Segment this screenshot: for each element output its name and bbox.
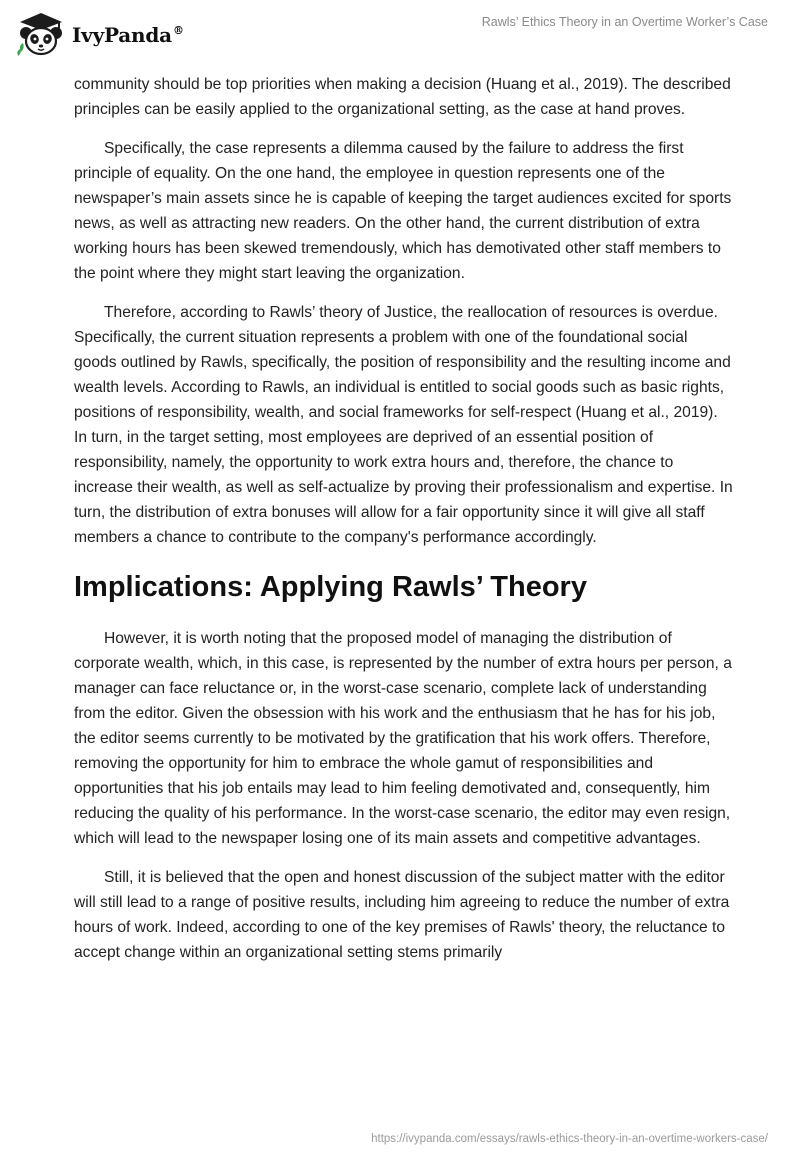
logo-wordmark: IvyPanda®	[72, 23, 184, 47]
paragraph: Still, it is believed that the open and honest discussion of the subject matter with the editor will still lead to a range of positive results, including him agreeing to reduce the number of extra hours of work. Indeed, according to one of the key premises of Rawls' theory, the reluctance to accept change within an organizational setting stems primarily	[74, 869, 730, 961]
paragraph: Therefore, according to Rawls’ theory of Justice, the reallocation of resources is overdue. Specifically, the current situation represents a problem with one of the foundational social goods outlined by Rawls, specifically, the position of responsibility and the resulting income and wealth levels. According to Rawls, an individual is entitled to social goods such as basic rights, positions of responsibility, wealth, and social frameworks for self-respect (Huang et al., 2019). In turn, in the target setting, most employees are deprived of an essential position of responsibility, namely, the opportunity to work extra hours and, therefore, the chance to increase their wealth, as well as self-actualize by proving their professionalism and expertise. In turn, the distribution of extra bonuses will allow for a fair opportunity since it will give all staff members a chance to contribute to the company's performance accordingly.	[74, 304, 733, 546]
paragraph: However, it is worth noting that the proposed model of managing the distribution of corporate wealth, which, in this case, is represented by the number of extra hours per person, a manager can face reluctance or, in the worst-case scenario, complete lack of understanding from the editor. Given the obsession with his work and the enthusiasm that he has for his job, the editor seems currently to be motivated by the gratification that his work offers. Therefore, removing the opportunity for him to embrace the whole gamut of responsibilities and opportunities that his job entails may lead to him feeling demotivated and, consequently, him reducing the quality of his performance. In the worst-case scenario, the editor may even resign, which will lead to the newspaper losing one of its main assets and competitive advantages.	[74, 630, 732, 847]
page-header	[0, 0, 800, 70]
document-title: Rawls’ Ethics Theory in an Overtime Worker’s Case	[481, 15, 768, 29]
panda-graduate-icon	[14, 8, 66, 60]
ivypanda-logo[interactable]	[14, 8, 184, 60]
paragraph: Specifically, the case represents a dilemma caused by the failure to address the first principle of equality. On the one hand, the employee in question represents one of the newspaper’s main assets since he is capable of keeping the target audiences excited for sports news, as well as attracting new readers. On the other hand, the current distribution of extra working hours has been skewed tremendously, which has demotivated other staff members to the point where they might start leaving the organization.	[74, 140, 732, 282]
section-heading: Implications: Applying Rawls’ Theory	[74, 571, 587, 603]
source-url[interactable]: https://ivypanda.com/essays/rawls-ethics-theory-in-an-overtime-workers-case/	[371, 1133, 768, 1145]
paragraph: community should be top priorities when making a decision (Huang et al., 2019). The described principles can be easily applied to the organizational setting, as the case at hand proves.	[74, 76, 731, 118]
essay-content	[74, 72, 734, 979]
